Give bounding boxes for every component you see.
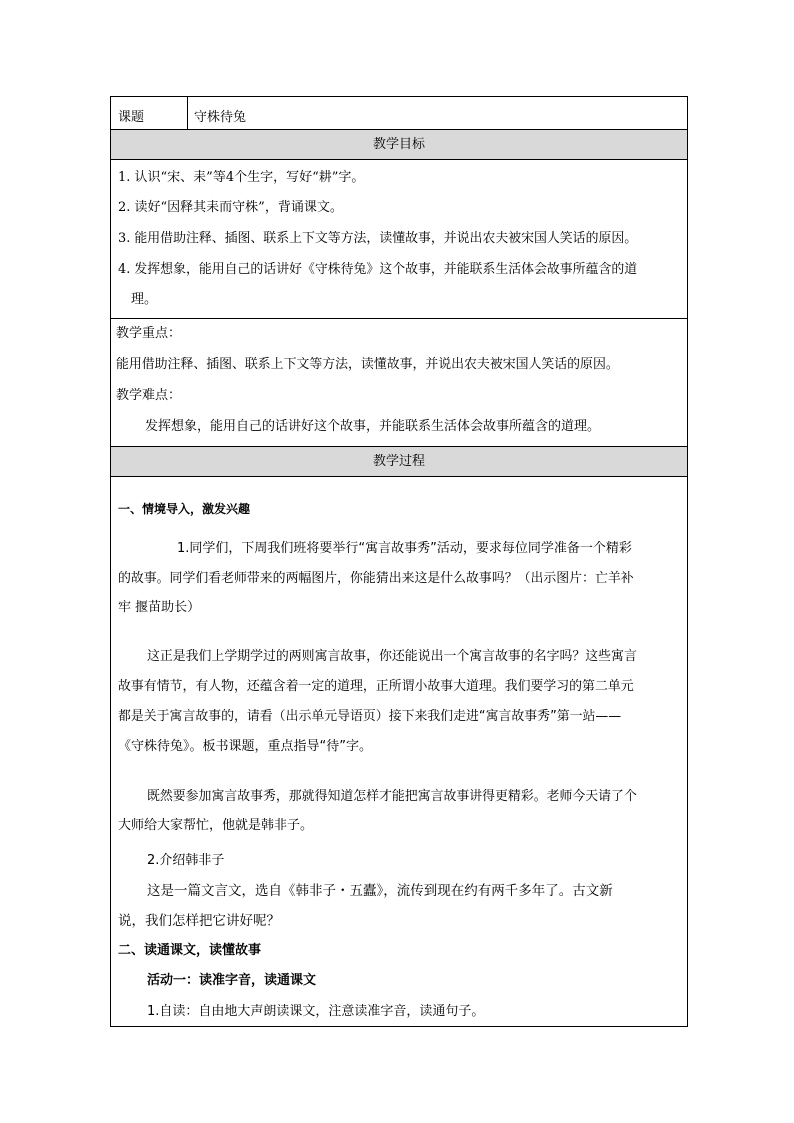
paragraph-line: 牢 揠苗助长） xyxy=(118,600,201,615)
lesson-plan-table xyxy=(110,96,688,1027)
key-points-row xyxy=(111,319,687,447)
objective-item: 1. 认识“宋、耒”等4个生字，写好“耕”字。 xyxy=(118,170,365,185)
objectives-row xyxy=(111,160,687,319)
paragraph-line: 《守株待兔》。板书课题，重点指导“待”字。 xyxy=(118,739,372,754)
paragraph-line: 说，我们怎样把它讲好呢？ xyxy=(118,913,280,929)
paragraph-line: 1.同学们，下周我们班将要举行“寓言故事秀”活动，要求每位同学准备一个精彩 xyxy=(177,541,632,556)
section-title: 一、情境导入，激发兴趣 xyxy=(118,502,251,516)
topic-row xyxy=(111,97,687,130)
paragraph-line: 这是一篇文言文，选自《韩非子・五蠹》，流传到现在约有两千多年了。古文新 xyxy=(147,883,613,899)
objective-item: 理。 xyxy=(131,292,158,307)
activity-title: 活动一：读准字音，读通课文 xyxy=(147,973,317,988)
process-heading: 教学过程 xyxy=(372,454,425,469)
topic-label-cell xyxy=(111,97,188,130)
objective-item: 2. 读好“因释其耒而守株”，背诵课文。 xyxy=(118,200,343,215)
paragraph-line: 都是关于寓言故事的，请看（出示单元导语页）接下来我们走进“寓言故事秀”第一站—— xyxy=(118,709,622,724)
process-content xyxy=(111,477,687,1028)
paragraph-line: 故事有情节，有人物，还蕴含着一定的道理，正所谓小故事大道理。我们要学习的第二单元 xyxy=(118,679,634,694)
key-point-text: 能用借助注释、插图、联系上下文等方法，读懂故事，并说出农夫被宋国人笑话的原因。 xyxy=(116,357,619,372)
section-title: 二、读通课文，读懂故事 xyxy=(118,943,262,958)
subsection-title: 2.介绍韩非子 xyxy=(147,853,225,868)
objectives-heading: 教学目标 xyxy=(372,137,425,152)
objective-item: 3. 能用借助注释、插图、联系上下文等方法，读懂故事，并说出农夫被宋国人笑话的原因。 xyxy=(118,231,638,246)
objective-item: 4. 发挥想象，能用自己的话讲好《守株待兔》这个故事，并能联系生活体会故事所蕴含的道 xyxy=(118,262,638,277)
paragraph-line: 既然要参加寓言故事秀，那就得知道怎样才能把寓言故事讲得更精彩。老师今天请了个 xyxy=(147,789,637,804)
paragraph-line: 大师给大家帮忙，他就是韩非子。 xyxy=(118,818,314,833)
paragraph-line: 的故事。同学们看老师带来的两幅图片，你能猜出来这是什么故事吗？（出示图片：亡羊补 xyxy=(118,571,634,586)
topic-value: 守株待兔 xyxy=(194,110,247,125)
topic-label: 课题 xyxy=(118,110,145,125)
key-point-label: 教学重点： xyxy=(116,326,182,341)
paragraph-line: 这正是我们上学期学过的两则寓言故事，你还能说出一个寓言故事的名字吗？这些寓言 xyxy=(147,649,637,664)
topic-value-cell xyxy=(188,97,687,130)
difficulty-text: 发挥想象，能用自己的话讲好这个故事，并能联系生活体会故事所蕴含的道理。 xyxy=(145,419,601,434)
step-line: 1.自读：自由地大声朗读课文，注意读准字音，读通句子。 xyxy=(147,1004,485,1019)
difficulty-label: 教学难点： xyxy=(116,388,182,403)
process-heading-row xyxy=(111,447,687,477)
objectives-heading-row xyxy=(111,130,687,160)
